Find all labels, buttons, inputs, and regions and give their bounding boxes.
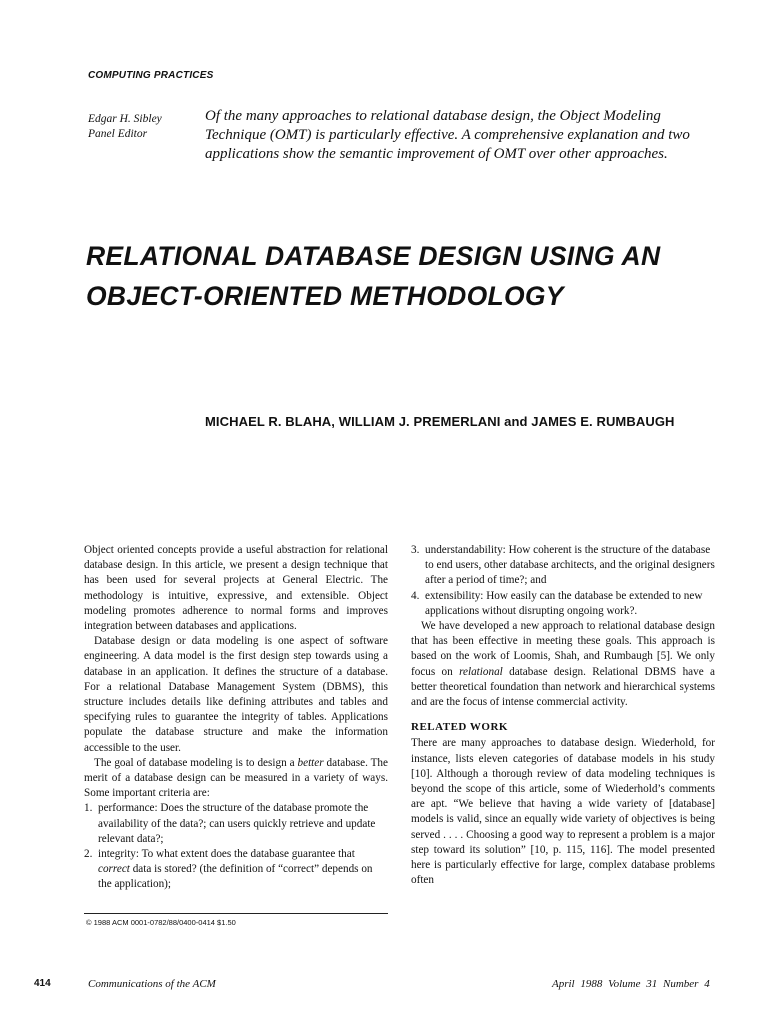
emphasis: better bbox=[297, 756, 324, 769]
text-run: database. The merit of a database design can be measured in a variety of ways. Some important criteria are: bbox=[84, 756, 388, 800]
body-paragraph bbox=[84, 756, 388, 802]
article-authors: MICHAEL R. BLAHA, WILLIAM J. PREMERLANI and JAMES E. RUMBAUGH bbox=[205, 414, 675, 429]
body-paragraph: Object oriented concepts provide a useful abstraction for relational database design. In this article, we present a design technique that has been used for several projects at General Electric. The methodology is intuitive, expressive, and extensible. Object modeling promotes adherence to normal forms and improves integration between databases and applications. bbox=[84, 544, 388, 633]
text-run: We have developed a new approach to relational database design that has been effective in meeting these goals. This approach is based on the work of Loomis, Shah, and Rumbaugh [5]. We only focus on bbox=[411, 620, 715, 678]
body-paragraph bbox=[411, 619, 715, 710]
list-item bbox=[411, 543, 715, 589]
article-abstract: Of the many approaches to relational database design, the Object Modeling Technique (OMT) is particularly effective. A comprehensive explanation and two applications show the semantic improvement of OMT over other approaches. bbox=[205, 108, 690, 162]
list-number: 3. bbox=[411, 544, 420, 556]
list-text: data is stored? (the definition of “correct” depends on the application); bbox=[98, 863, 373, 891]
list-text: understandability: How coherent is the structure of the database to end users, other database architects, and the original designers after a period of time?; and bbox=[425, 544, 715, 587]
list-number: 4. bbox=[411, 589, 420, 602]
text-run: database design. Relational DBMS have a better theoretical foundation than network and hierarchical systems and are the focus of intense commercial activity. bbox=[411, 665, 715, 709]
list-item bbox=[411, 589, 715, 619]
list-text: integrity: To what extent does the database guarantee that bbox=[98, 848, 355, 861]
article-title bbox=[86, 236, 736, 316]
left-column bbox=[84, 543, 388, 893]
issue-info: April 1988 Volume 31 Number 4 bbox=[552, 978, 710, 990]
criteria-list bbox=[84, 801, 388, 892]
list-item bbox=[84, 801, 388, 847]
page-number: 414 bbox=[34, 978, 51, 989]
list-text: extensibility: How easily can the database be extended to new applications without disrupting ongoing work?. bbox=[425, 589, 703, 617]
footnote-rule bbox=[84, 913, 388, 914]
criteria-list-continued bbox=[411, 543, 715, 619]
text-run: The goal of database modeling is to design a bbox=[94, 756, 298, 769]
emphasis: correct bbox=[98, 863, 130, 876]
title-line-2: OBJECT-ORIENTED METHODOLOGY bbox=[86, 281, 564, 311]
panel-editor-credit bbox=[88, 112, 162, 142]
list-number: 1. bbox=[84, 802, 93, 815]
body-paragraph: There are many approaches to database design. Wiederhold, for instance, lists eleven categories of database models in his study [10]. Although a thorough review of data modeling techniques is beyond the scope of this article, some of Wiederhold’s comments are apt. “We believe that having a wide variety of [database] models is valid, since an equally wide variety of objectives is being served . . . . Choosing a good way to represent a problem is a major step toward its solution” [10, p. 115, 116]. The model presented here is particularly effective for large, complex database problems often bbox=[411, 737, 715, 887]
list-item bbox=[84, 847, 388, 893]
right-column bbox=[411, 543, 715, 888]
list-number: 2. bbox=[84, 848, 93, 861]
section-label: COMPUTING PRACTICES bbox=[88, 70, 214, 81]
editor-role: Panel Editor bbox=[88, 128, 148, 140]
journal-name: Communications of the ACM bbox=[88, 978, 216, 990]
copyright-notice: © 1988 ACM 0001-0782/88/0400-0414 $1.50 bbox=[86, 918, 236, 927]
body-paragraph: Database design or data modeling is one aspect of software engineering. A data model is the first design step towards using a database in an application. It defines the structure of a database. For a relational Database Management System (DBMS), this structure includes details like defining attributes and tables and specifying rules to guarantee the integrity of tables. Applications populate the database structure and make the information accessible to the user. bbox=[84, 635, 388, 754]
list-text: performance: Does the structure of the database promote the availability of the data?; can users quickly retrieve and update relevant data?; bbox=[98, 802, 376, 845]
section-heading: RELATED WORK bbox=[411, 721, 508, 734]
editor-name: Edgar H. Sibley bbox=[88, 113, 162, 125]
title-line-1: RELATIONAL DATABASE DESIGN USING AN bbox=[86, 241, 661, 271]
emphasis: relational bbox=[459, 665, 503, 678]
